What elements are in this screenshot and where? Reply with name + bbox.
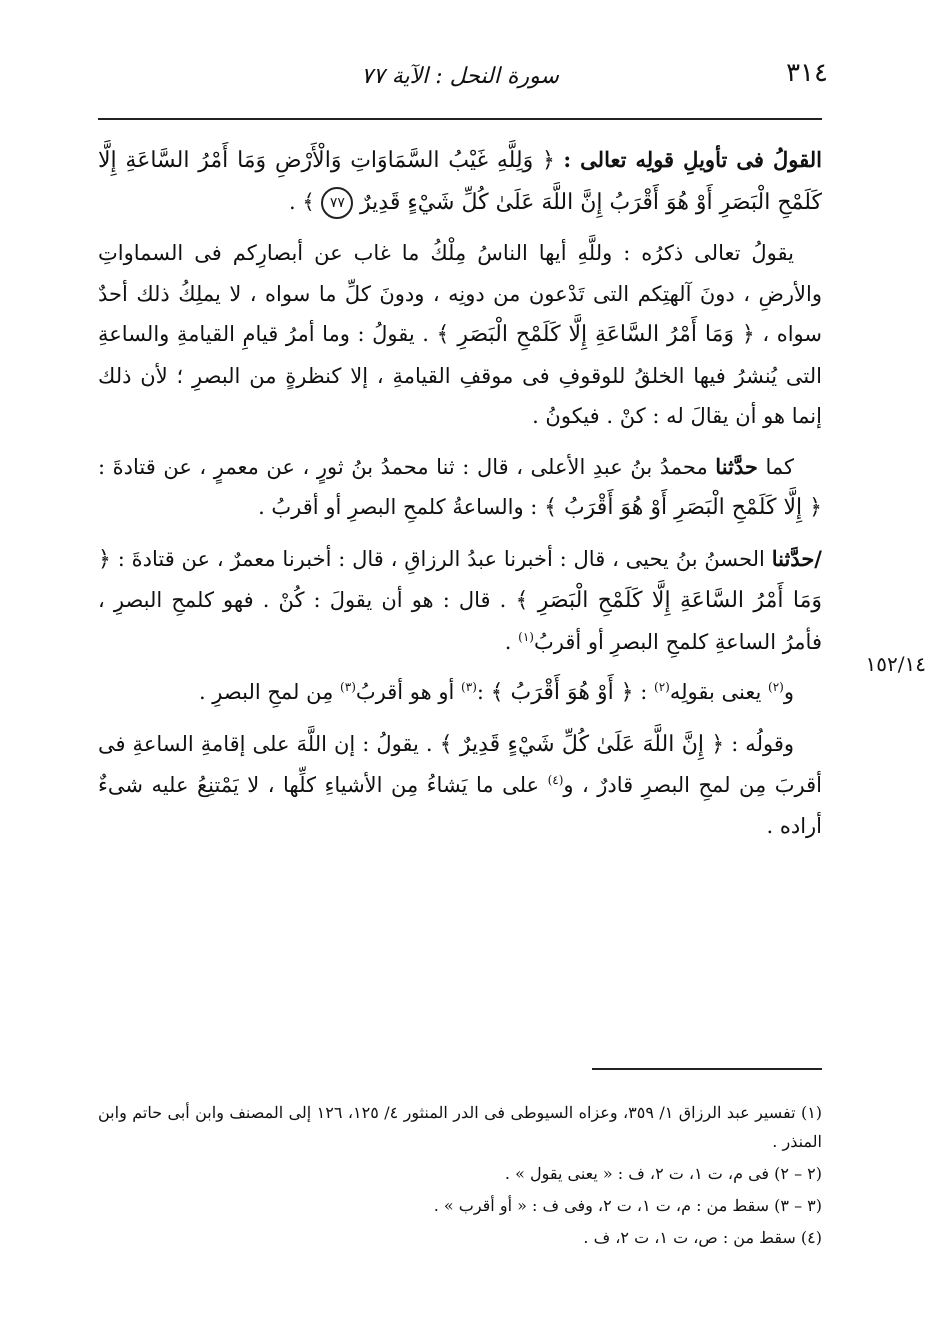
footnote: (١) تفسير عبد الرزاق ١/ ٣٥٩، وعزاه السيوطى فى الدر المنثور ٤/ ١٢٥، ١٢٦ إلى المصنف وابن أبى حاتم وابن المنذر . (98, 1103, 823, 1151)
aya-number-badge: ٧٧ (321, 187, 353, 219)
paragraph-4 (98, 539, 822, 663)
text-run: . (504, 629, 512, 654)
quran-quote: ﴿ وَمَا أَمْرُ السَّاعَةِ إِلَّا كَلَمْحِ الْبَصَرِ ﴾ (98, 546, 822, 613)
footnote-marker: (٢) (768, 680, 784, 694)
footnote-marker: (٤) (547, 773, 564, 787)
paragraph-6 (98, 724, 822, 847)
quran-quote: ﴿ وَلِلَّهِ غَيْبُ السَّمَاوَاتِ وَالْأَرْضِ وَمَا أَمْرُ السَّاعَةِ إِلَّا كَلَمْحِ الْبَصَرِ أَوْ هُوَ أَقْرَبُ إِنَّ اللَّهَ عَلَىٰ كُلِّ شَيْءٍ قَدِيرٌ (98, 148, 822, 215)
paragraph-3 (98, 447, 822, 529)
paragraph-2 (98, 233, 822, 437)
text-run: : والساعةُ كلمحِ البصرِ أو أقربُ . (258, 495, 538, 519)
text-run: . يقولُ : إن اللَّهَ على إقامةِ الساعةِ فى أقربَ مِن لمحِ البصرِ قادرٌ ، و (98, 731, 822, 797)
page-number: ٣١٤ (786, 58, 828, 88)
text-run: كما (765, 454, 795, 479)
text-run: وقولُه : (731, 731, 794, 756)
text-run: على ما يَشاءُ مِن الأشياءِ كلِّها ، لا يَمْتنِعُ عليه شىءٌ أراده . (98, 773, 822, 838)
main-text (98, 140, 822, 856)
footnote-marker: (٣) (461, 680, 477, 694)
section-heading: القولُ فى تأويلِ قولِه تعالى : (563, 147, 822, 172)
footnote-marker: (١) (518, 629, 534, 644)
text-run: . قال : هو أن يقولَ : كُنْ . فهو كلمحِ البصرِ ، فأمرُ الساعةِ كلمحِ البصرِ أو أقربُ (98, 588, 822, 654)
footnote-rule (592, 1068, 822, 1070)
quran-quote: ﴿ أَوْ هُوَ أَقْرَبُ ﴾ (490, 680, 634, 705)
text-run: : (476, 680, 484, 704)
isnad-keyword: /حدَّثنا (771, 545, 822, 571)
text-run: محمدُ بنُ عبدِ الأعلى ، قال : ثنا محمدُ بنُ ثورٍ ، عن معمرٍ ، عن قتادةَ : (98, 454, 708, 479)
running-header-title: سورة النحل : الآية ٧٧ (361, 64, 559, 89)
footnotes (98, 1098, 822, 1255)
header-rule (98, 118, 822, 120)
text-run: يقولُ تعالى ذكرُه : وللَّهِ أيها الناسُ مِلْكُ ما غاب عن أبصارِكم فى السماواتِ والأرضِ ، دونَ آلهتِكم التى تَدْعون من دونِه ، ودونَ كلِّ ما سواه ، لا يملِكُ ذلك أحدٌ سواه ، (98, 241, 822, 346)
text-run: الحسنُ بنُ يحيى ، قال : أخبرنا عبدُ الرزاقِ ، قال : أخبرنا معمرٌ ، عن قتادةَ : (117, 546, 765, 571)
quran-quote: ﴿ إِنَّ اللَّهَ عَلَىٰ كُلِّ شَيْءٍ قَدِيرٌ ﴾ (439, 731, 725, 757)
text-run: مِن لمحِ البصرِ . (198, 680, 334, 704)
text-run: : (640, 680, 648, 704)
text-run: يعنى بقولِه (669, 680, 762, 704)
quote-close: ﴾ . (289, 189, 315, 214)
isnad-keyword: حدَّثنا (715, 453, 758, 479)
footnote: (٢ – ٢) فى م، ت ١، ت ٢، ف : « يعنى يقول » . (504, 1164, 822, 1183)
footnote: (٣ – ٣) سقط من : م، ت ١، ت ٢، وفى ف : « أو أقرب » . (433, 1196, 822, 1215)
paragraph-heading (98, 140, 822, 223)
margin-reference: ١٥٢/١٤ (865, 652, 926, 676)
quran-quote: ﴿ إِلَّا كَلَمْحِ الْبَصَرِ أَوْ هُوَ أَقْرَبُ ﴾ (544, 495, 822, 520)
paragraph-5 (98, 672, 822, 714)
footnote-marker: (٢) (654, 680, 670, 694)
quran-quote: ﴿ وَمَا أَمْرُ السَّاعَةِ إِلَّا كَلَمْحِ الْبَصَرِ ﴾ (436, 322, 755, 347)
text-run: و (783, 680, 794, 704)
footnote: (٤) سقط من : ص، ت ١، ت ٢، ف . (583, 1228, 822, 1247)
text-run: . يقولُ : وما أمرُ قيامِ القيامةِ والساعةِ التى يُنشرُ فيها الخلقُ للوقوفِ فى موقفِ القيامةِ ، إلا كنظرةٍ من البصرِ ؛ لأن ذلك إنما هو أن يقالَ له : كنْ . فيكونُ . (98, 322, 822, 428)
text-run: أو هو أقربُ (355, 680, 455, 704)
footnote-marker: (٣) (340, 680, 356, 694)
